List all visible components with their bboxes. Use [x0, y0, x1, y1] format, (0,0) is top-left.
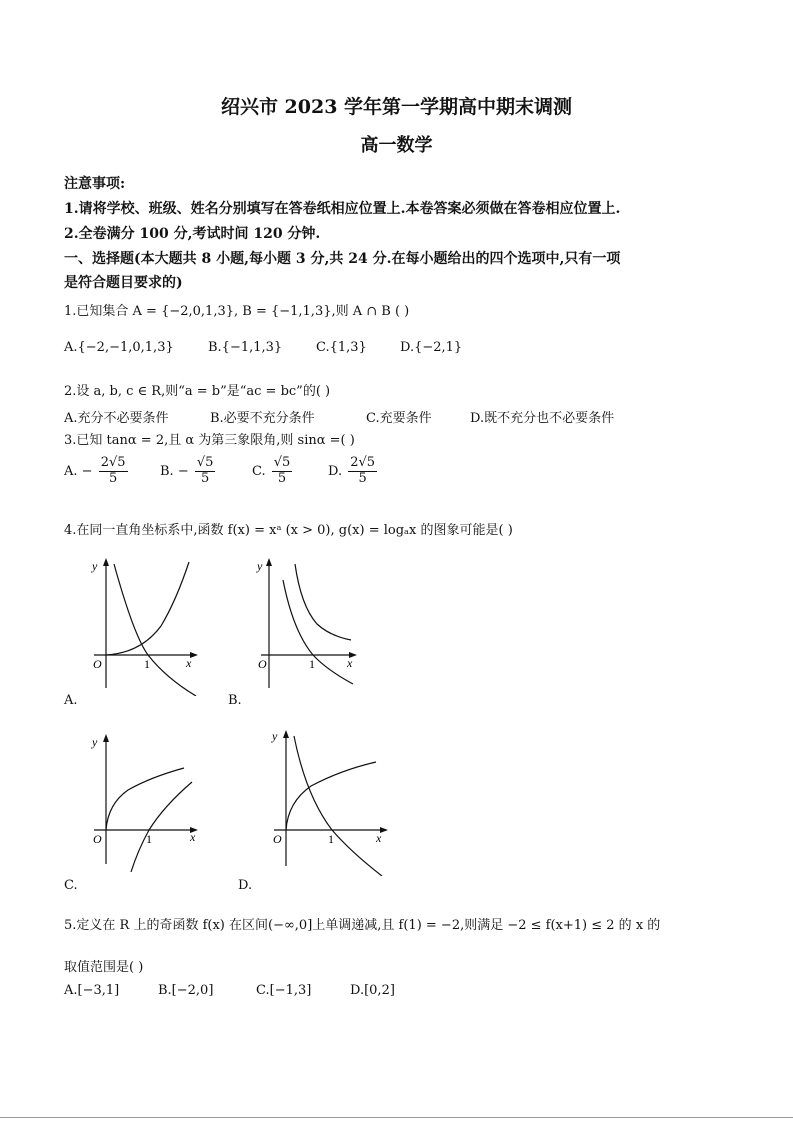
- q5-stem-line2: 取值范围是( ): [64, 960, 144, 975]
- y-axis-arrow-icon: [266, 558, 272, 566]
- notes-item-2: 2.全卷满分 100 分,考试时间 120 分钟.: [64, 226, 321, 242]
- x-axis-label: x: [376, 831, 382, 845]
- exam-subject: 高一数学: [360, 135, 433, 156]
- q2-option-b: B.必要不充分条件: [210, 411, 315, 426]
- q1-stem: 1.已知集合 A = {−2,0,1,3}, B = {−1,1,3},则 A ∩ B ( ): [64, 304, 410, 319]
- tick-label-one: 1: [144, 657, 150, 671]
- q2-option-d: D.既不充分也不必要条件: [470, 411, 615, 426]
- q1-option-a: A.{−2,−1,0,1,3}: [64, 340, 174, 355]
- q3-option-c-fraction: [272, 456, 293, 487]
- q4-graph-a: [86, 556, 206, 696]
- notes-heading: 注意事项:: [64, 176, 126, 192]
- q3-option-b-numerator: √5: [196, 455, 214, 470]
- q4-graph-b: [255, 556, 375, 696]
- q3-option-c-denominator: 5: [277, 470, 287, 486]
- q4-option-c: C.: [64, 878, 78, 893]
- q3-option-d: [328, 456, 379, 487]
- q1-option-b: B.{−1,1,3}: [208, 340, 283, 355]
- origin-label: O: [93, 657, 102, 671]
- q3-option-a: [64, 456, 130, 487]
- q5-stem-line1: 5.定义在 R 上的奇函数 f(x) 在区间(−∞,0]上单调递减,且 f(1) = −2,则满足 −2 ≤ f(x+1) ≤ 2 的 x 的: [64, 918, 661, 933]
- origin-label: O: [273, 832, 282, 846]
- tick-label-one: 1: [328, 832, 334, 846]
- y-axis-label: y: [92, 735, 98, 749]
- q2-option-a: A.充分不必要条件: [64, 411, 169, 426]
- q3-option-d-numerator: 2√5: [350, 455, 376, 470]
- q4-option-d: D.: [238, 878, 253, 893]
- power-curve: [106, 768, 184, 830]
- origin-label: O: [258, 657, 267, 671]
- y-axis-label: y: [272, 729, 278, 743]
- x-axis-label: x: [347, 656, 353, 670]
- log-curve: [294, 736, 382, 876]
- y-axis-arrow-icon: [103, 734, 109, 742]
- x-axis-label: x: [190, 830, 196, 844]
- q3-option-c-numerator: √5: [273, 455, 291, 470]
- origin-label: O: [93, 832, 102, 846]
- q2-option-c: C.充要条件: [366, 411, 432, 426]
- notes-item-1: 1.请将学校、班级、姓名分别填写在答卷纸相应位置上.本卷答案必须做在答卷相应位置上.: [64, 201, 621, 217]
- x-axis-label: x: [186, 656, 192, 670]
- log-curve: [114, 564, 196, 696]
- q5-option-c: C.[−1,3]: [256, 983, 312, 998]
- power-curve: [295, 564, 351, 640]
- power-curve: [286, 762, 376, 830]
- section-heading-line1: 一、选择题(本大题共 8 小题,每小题 3 分,共 24 分.在每小题给出的四个选项中,只有一项: [64, 251, 621, 267]
- exam-title: 绍兴市 2023 学年第一学期高中期末调测: [220, 96, 573, 118]
- section-heading-line2: 是符合题目要求的): [64, 275, 183, 291]
- q3-option-c: [252, 456, 294, 487]
- q4-graph-d: [266, 726, 396, 876]
- tick-label-one: 1: [309, 657, 315, 671]
- q2-stem: 2.设 a, b, c ∈ R,则“a = b”是“ac = bc”的( ): [64, 384, 331, 399]
- q3-option-d-label: D.: [328, 463, 343, 479]
- y-axis-arrow-icon: [283, 730, 289, 738]
- q3-option-d-denominator: 5: [358, 470, 367, 486]
- q3-option-a-sign: −: [81, 463, 93, 479]
- q3-option-c-label: C.: [252, 463, 266, 479]
- q5-option-d: D.[0,2]: [350, 983, 395, 998]
- q3-option-a-denominator: 5: [108, 470, 118, 486]
- power-curve: [106, 562, 189, 655]
- q3-stem: 3.已知 tanα = 2,且 α 为第三象限角,则 sinα =( ): [64, 433, 355, 448]
- q4-option-a: A.: [64, 693, 78, 708]
- q1-option-d: D.{−2,1}: [400, 340, 463, 355]
- page-bottom-divider: [0, 1117, 793, 1118]
- q3-option-b-denominator: 5: [201, 470, 210, 486]
- q5-option-a: A.[−3,1]: [64, 983, 120, 998]
- log-curve: [131, 782, 192, 872]
- q1-option-c: C.{1,3}: [316, 340, 367, 355]
- y-axis-label: y: [257, 559, 263, 573]
- q3-option-b-sign: −: [177, 463, 189, 479]
- q3-option-b-fraction: [195, 456, 216, 487]
- q4-graph-c: [86, 732, 206, 872]
- log-curve: [283, 580, 353, 684]
- q3-option-b: [160, 456, 217, 487]
- q3-option-a-fraction: [99, 456, 128, 487]
- q3-option-a-label: A.: [64, 463, 78, 479]
- y-axis-label: y: [92, 559, 98, 573]
- tick-label-one: 1: [146, 832, 152, 846]
- q3-option-b-label: B.: [160, 463, 174, 479]
- q3-option-a-numerator: 2√5: [100, 455, 126, 470]
- q4-stem: 4.在同一直角坐标系中,函数 f(x) = xᵃ (x > 0), g(x) = logₐx 的图象可能是( ): [64, 523, 513, 538]
- q3-option-d-fraction: [348, 456, 377, 487]
- q5-option-b: B.[−2,0]: [158, 983, 214, 998]
- y-axis-arrow-icon: [103, 558, 109, 566]
- q4-option-b: B.: [228, 693, 242, 708]
